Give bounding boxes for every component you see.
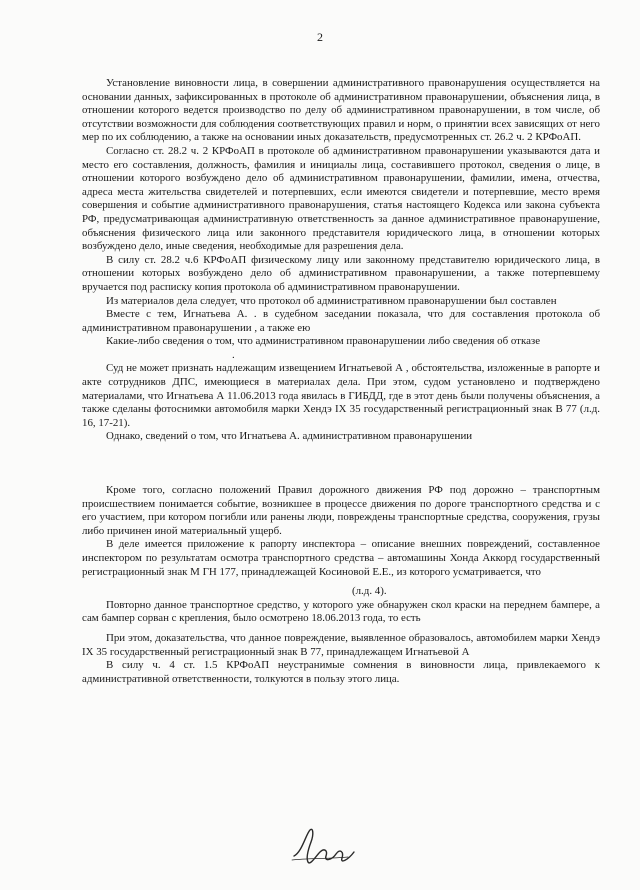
case-reference: (л.д. 4). bbox=[352, 585, 387, 598]
paragraph-13: В силу ч. 4 ст. 1.5 КРФоАП неустранимые сомнения в виновности лица, привлекаемого к административной ответственности, толкуются в пользу этого лица. bbox=[82, 659, 600, 685]
paragraph-7: Суд не может признать надлежащим извещением Игнатьевой А , обстоятельства, изложенные в рапорте и акте сотрудников ДПС, имеющиеся в материалах дела. При этом, судом установлено и подтверждено материалами, что Игнатьева А 11.06.2013 года явилась в ГИБДД, где в этот день были получены объяснения, а также сделаны фотоснимки автомобиля марки Хендэ IX 35 государственный регистрационный знак В 77 (л.д. 16, 17-21). bbox=[82, 362, 600, 429]
paragraph-3: В силу ст. 28.2 ч.6 КРФоАП физическому лицу или законному представителю юридического лица, в отношении которых возбуждено дело об административном правонарушении, а также потерпевшему вручается под расписку копия протокола об административном правонарушении. bbox=[82, 253, 600, 293]
document-body bbox=[82, 77, 600, 686]
signature-image bbox=[288, 822, 358, 868]
stray-mark: . bbox=[232, 348, 235, 361]
page-number: 2 bbox=[317, 30, 323, 44]
paragraph-4: Из материалов дела следует, что протокол об административном правонарушении был составлен bbox=[106, 294, 557, 307]
paragraph-11: Повторно данное транспортное средство, у которого уже обнаружен скол краски на переднем бампере, а сам бампер сорван с крепления, было осмотрено 18.06.2013 года, то есть bbox=[82, 598, 600, 625]
paragraph-6: Какие-либо сведения о том, что административном правонарушении либо сведения об отказе bbox=[106, 335, 541, 348]
paragraph-9: Кроме того, согласно положений Правил дорожного движения РФ под дорожно – транспортным происшествием понимается событие, возникшее в процессе движения по дороге транспортного средства и с его участием, при котором погибли или ранены люди, повреждены транспортные средства, сооружения, грузы либо причинен иной материальный ущерб. bbox=[82, 484, 600, 537]
paragraph-10: В деле имеется приложение к рапорту инспектора – описание внешних повреждений, составленное инспектором по результатам осмотра транспортного средства – автомашины Хонда Аккорд государственный регистрационный знак М ГН 177, принадлежащей Косиновой Е.Е., из которого усматривается, что bbox=[82, 538, 600, 578]
paragraph-2: Согласно ст. 28.2 ч. 2 КРФоАП в протоколе об административном правонарушении указываются дата и место его составления, должность, фамилия и инициалы лица, составившего протокол, сведения о лице, в отношении которого возбуждено дело об административном правонарушении, фамилии, имена, отчества, адреса места жительства свидетелей и потерпевших, если имеются свидетели и потерпевшие, место время совершения и событие административного правонарушения, статья настоящего Кодекса или закона субъекта РФ, предусматривающая административную ответственность за данное административное правонарушение, объяснения физического лица или законного представителя юридического лица, в отношении которых возбуждено дело, иные сведения, необходимые для разрешения дела. bbox=[82, 144, 600, 253]
paragraph-8: Однако, сведений о том, что Игнатьева А. административном правонарушении bbox=[106, 430, 473, 443]
paragraph-5: Вместе с тем, Игнатьева А. . в судебном заседании показала, что для составления протокола об административном правонарушении , а также ею bbox=[82, 308, 600, 334]
paragraph-12: При этом, доказательства, что данное повреждение, выявленное образовалось, автомобилем марки Хендэ IX 35 государственный регистрационный знак В 77, принадлежащем Игнатьевой А bbox=[82, 631, 600, 658]
paragraph-1: Установление виновности лица, в совершении административного правонарушения осуществляется на основании данных, зафиксированных в протоколе об административном правонарушении, объяснения лица, в отношении которого ведется производство по делу об административном правонарушении, в том числе, об отсутствии возможности для соблюдения соответствующих правил и норм, о принятии всех зависящих от него мер по их соблюдению, а также на основании иных доказательств, предусмотренных ст. 26.2 ч. 2 КРФоАП. bbox=[82, 77, 600, 144]
